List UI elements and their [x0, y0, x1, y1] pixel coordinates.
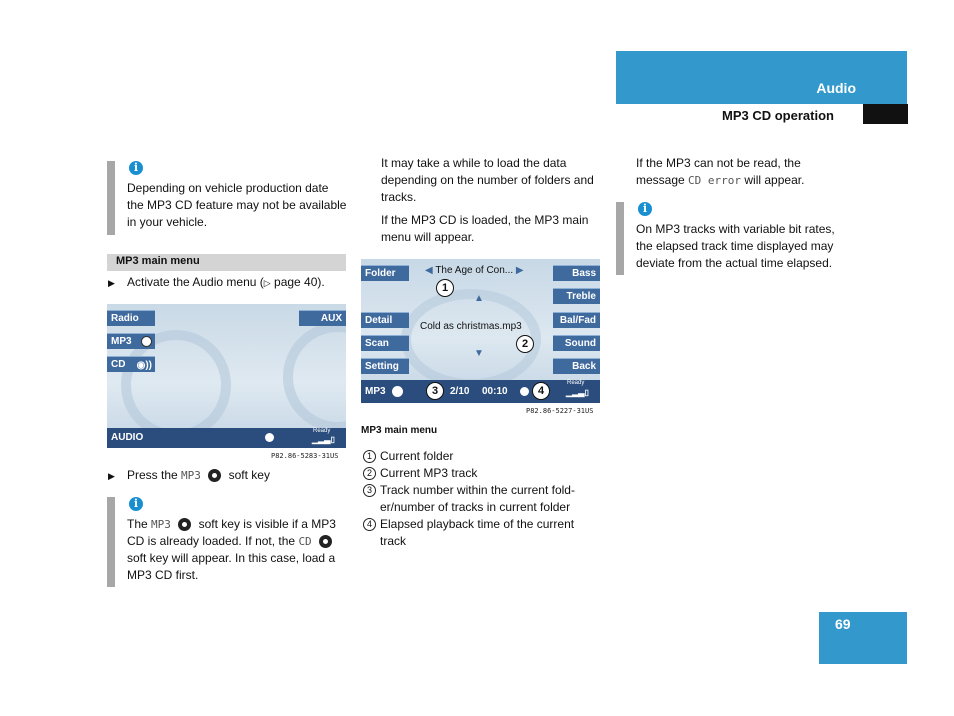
legend-text: Elapsed playback time of the current track: [380, 517, 575, 548]
cd-playing-icon: ◉)): [136, 360, 152, 371]
disc-icon: [265, 433, 274, 442]
col2-para-2: If the MP3 CD is loaded, the MP3 main menu will appear.: [381, 213, 589, 244]
section-tab: [616, 51, 907, 104]
legend-item: [363, 482, 603, 516]
legend-item: [363, 448, 603, 465]
cd-key-label: CD: [298, 535, 312, 548]
step-2: [127, 467, 349, 484]
back-button[interactable]: Back: [553, 358, 600, 374]
info-text-2: [127, 516, 347, 584]
callout-3: 3: [426, 382, 444, 400]
screen-decor: [283, 322, 346, 432]
legend-text: Current folder: [380, 449, 454, 463]
treble-button[interactable]: Treble: [553, 288, 600, 304]
col3-para: [636, 155, 848, 189]
legend-number: 4: [363, 518, 376, 531]
col2-para-1: It may take a while to load the data depending on the number of folders and tracks.: [381, 156, 594, 204]
ready-label: Ready: [313, 428, 331, 434]
cd-icon: [319, 535, 332, 548]
arrow-left-icon[interactable]: ◀: [425, 265, 433, 276]
elapsed-time: 00:10: [482, 386, 508, 397]
legend-item: [363, 465, 603, 482]
cd-icon: [178, 518, 191, 531]
scan-button[interactable]: Scan: [361, 335, 409, 351]
callout-4: 4: [532, 382, 550, 400]
step-2-text-end: soft key: [228, 468, 270, 482]
step-1-ref[interactable]: page 40).: [274, 275, 325, 289]
signal-icon: ▁▂▃▯: [566, 388, 589, 397]
setting-button[interactable]: Setting: [361, 358, 409, 374]
info-icon: i: [638, 202, 652, 216]
arrow-up-icon[interactable]: ▲: [474, 293, 484, 304]
section-title: Audio: [816, 80, 856, 96]
bass-button[interactable]: Bass: [553, 265, 600, 281]
info-2-text: The: [127, 517, 148, 531]
info-2-text: soft key will appear. In this case, load a MP3 CD first.: [127, 551, 336, 582]
step-1: [127, 274, 349, 292]
page-ref-icon: ▷: [263, 278, 271, 288]
arrow-down-icon[interactable]: ▼: [474, 348, 484, 359]
disc-icon: [520, 387, 529, 396]
bullet-arrow: ▶: [108, 278, 115, 288]
menu-heading: MP3 main menu: [116, 255, 200, 267]
info-bar-1: [107, 161, 115, 235]
info-text-1: Depending on vehicle production date the MP3 CD feature may not be available in your vehicle.: [127, 181, 347, 229]
subsection-marker: [863, 104, 908, 124]
col3-text: If the MP3 can not be read, the message: [636, 156, 801, 187]
mp3-screen: [361, 259, 600, 403]
audio-label: AUDIO: [111, 432, 144, 443]
status-bar: [107, 428, 346, 448]
callout-2: 2: [516, 335, 534, 353]
disc-icon: [392, 386, 403, 397]
audio-screen: [107, 304, 346, 448]
aux-button[interactable]: AUX: [299, 310, 346, 326]
cd-icon: [141, 336, 152, 347]
detail-button[interactable]: Detail: [361, 312, 409, 328]
legend-list: [363, 448, 603, 550]
step-1-text: Activate the Audio menu (: [127, 275, 264, 289]
legend-number: 3: [363, 484, 376, 497]
track-number: 2/10: [450, 386, 470, 397]
step-2-text: Press the: [127, 468, 178, 482]
ready-label: Ready: [567, 380, 585, 386]
legend-item: [363, 516, 603, 550]
folder-name: The Age of Con...: [435, 265, 514, 276]
cd-button[interactable]: [107, 356, 155, 372]
info-icon: i: [129, 161, 143, 175]
mp3-button[interactable]: [107, 333, 155, 349]
info-icon: i: [129, 497, 143, 511]
info-bar-3: [616, 202, 624, 275]
info-2-text: soft key is visible if a MP3 CD is already loaded. If not, the: [127, 517, 336, 548]
folder-button[interactable]: Folder: [361, 265, 409, 281]
arrow-right-icon[interactable]: ▶: [515, 265, 524, 276]
mp3-label: MP3: [365, 386, 386, 397]
mp3-key-label: MP3: [181, 469, 201, 482]
callout-1: 1: [436, 279, 454, 297]
cd-error-message: CD error: [688, 174, 742, 187]
figure-caption: MP3 main menu: [361, 425, 438, 436]
legend-number: 1: [363, 450, 376, 463]
folder-nav: [425, 265, 524, 276]
menu-heading-bar: [107, 254, 346, 271]
page-number: 69: [835, 616, 851, 632]
subsection-title: MP3 CD operation: [722, 108, 834, 123]
info-text-3: On MP3 tracks with variable bit rates, the elapsed track time displayed may deviate from the actual time elapsed.: [636, 222, 835, 270]
cd-icon: [208, 469, 221, 482]
status-bar: [361, 380, 600, 403]
legend-text: Track number within the current fold-er/number of tracks in current folder: [380, 483, 575, 514]
col3-text: will appear.: [744, 173, 805, 187]
mp3-button-label: MP3: [111, 336, 132, 347]
signal-icon: ▁▂▃▯: [312, 435, 335, 444]
radio-button[interactable]: Radio: [107, 310, 155, 326]
figure-code-2: P82.86-5227-31US: [526, 407, 594, 415]
sound-button[interactable]: Sound: [553, 335, 600, 351]
balfad-button[interactable]: Bal/Fad: [553, 312, 600, 328]
mp3-key-label: MP3: [151, 518, 171, 531]
cd-button-label: CD: [111, 359, 126, 370]
bullet-arrow: ▶: [108, 471, 115, 481]
figure-code-1: P82.86-5283-31US: [271, 452, 339, 460]
legend-number: 2: [363, 467, 376, 480]
info-bar-2: [107, 497, 115, 587]
track-name: Cold as christmas.mp3: [420, 321, 522, 332]
page-number-tab: [819, 612, 907, 664]
legend-text: Current MP3 track: [380, 466, 478, 480]
